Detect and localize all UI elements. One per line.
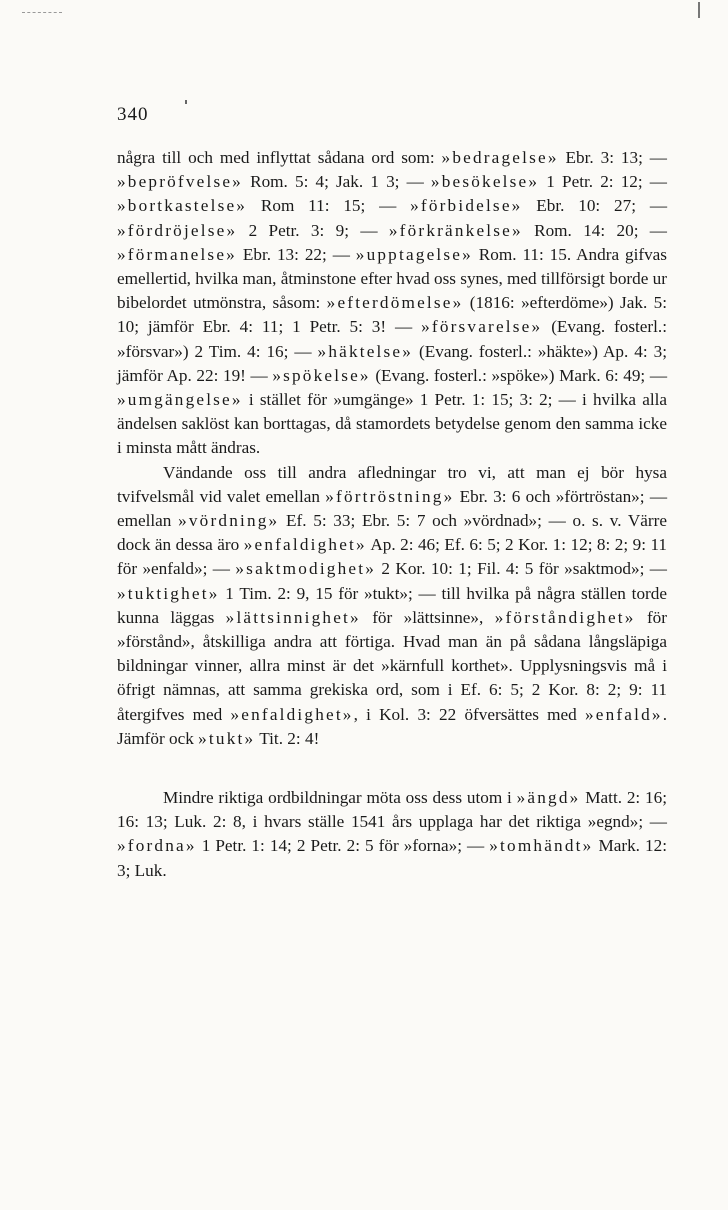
spaced-term: »upptagelse»	[355, 244, 473, 264]
spaced-term: »umgängelse»	[117, 390, 243, 410]
text-run: Ap. 2: 46; Ef. 6: 5; 2 Kor. 1: 12; 8: 2; 9: 11 för »enfald»; —	[117, 535, 668, 579]
text-run: Ebr. 3: 13; —	[558, 148, 667, 167]
page-number: 340	[117, 104, 149, 125]
spaced-term: »ängd»	[516, 788, 581, 808]
text-run: Mindre riktiga ordbildningar möta oss dess utom i	[163, 788, 517, 808]
spaced-term: »tuktighet»	[117, 583, 220, 603]
paragraph	[117, 461, 667, 751]
text-run: för »förstånd», åtskilliga andra att förtiga. Hvad man än på sådana långsläpiga bildningar vinner, allra minst är det »kärnfull korthet». Upplysningsvis må i öfrigt nämnas, att samma grekiska ord, som i Ef. 6: 5; 2 Kor. 8: 2; 9: 11 återgifves med	[117, 607, 668, 724]
text-run: Ebr. 3: 6 och »förtröstan»; — emellan	[117, 486, 668, 531]
text-run: 2 Kor. 10: 1; Fil. 4: 5 för »saktmod»; —	[376, 559, 667, 579]
spaced-term: »spökelse»	[272, 365, 371, 385]
text-run: Rom. 5: 4; Jak. 1 3; —	[242, 172, 431, 192]
text-run: Ebr. 10: 27; —	[522, 196, 668, 216]
text-run: i stället för »umgänge» 1 Petr. 1: 15; 3: 2; — i hvilka alla ändelsen saklöst kan borttagas, då stamordets betydelse genom den samma icke i minsta mått ändras.	[117, 390, 667, 458]
spaced-term: »tukt»	[198, 728, 256, 748]
spaced-term: »saktmodighet»	[235, 559, 376, 579]
paragraph	[117, 786, 667, 883]
text-run: Ef. 5: 33; Ebr. 5: 7 och »vördnad»; — o. s. v. Värre dock än dessa äro	[117, 511, 667, 555]
text-run: 1 Petr. 1: 14; 2 Petr. 2: 5 för »forna»; —	[196, 836, 490, 856]
spaced-term: »häktelse»	[317, 341, 414, 361]
text-run: (1816: »efterdöme») Jak. 5: 10; jämför Ebr. 4: 11; 1 Petr. 5: 3! —	[117, 293, 668, 337]
spaced-term: »bepröfvelse»	[117, 172, 243, 192]
spaced-term: »förmanelse»	[117, 244, 237, 264]
text-run: (Evang. fosterl.: »försvar») 2 Tim. 4: 16; —	[117, 317, 667, 361]
spaced-term: »lättsinnighet»	[225, 607, 361, 627]
text-run: Tit. 2: 4!	[255, 728, 320, 748]
text-run: 2 Petr. 3: 9; —	[237, 220, 389, 240]
text-run: 1 Tim. 2: 9, 15 för »tukt»; — till hvilka på några ställen torde kunna läggas	[117, 583, 667, 627]
paragraph-gap	[117, 751, 667, 786]
text-run: . Jämför ock	[117, 704, 667, 748]
scan-margin-mark	[698, 2, 700, 18]
spaced-term: »bedragelse»	[441, 148, 559, 167]
spaced-term: »förkränkelse»	[388, 220, 523, 240]
print-tick-mark	[185, 100, 187, 104]
spaced-term: »förtröstning»	[325, 486, 455, 506]
text-run: Vändande oss till andra afledningar tro vi, att man ej bör hysa tvifvelsmål vid valet emellan	[117, 462, 667, 506]
text-run: 1 Petr. 2: 12; —	[539, 172, 667, 192]
spaced-term: »enfaldighet»	[243, 535, 367, 555]
spaced-term: »enfald»	[584, 704, 663, 724]
spaced-term: »tomhändt»	[489, 836, 594, 856]
text-run: Rom. 11: 15. Andra gifvas emellertid, hvilka man, åtminstone efter hvad oss synes, med tillförsigt borde ur bibelordet utmönstra, såsom:	[117, 244, 667, 313]
spaced-term: »fördröjelse»	[117, 220, 238, 240]
spaced-term: »försvarelse»	[421, 317, 543, 337]
text-run: Mark. 12: 3; Luk.	[117, 836, 667, 880]
text-run: (Evang. fosterl.: »häkte») Ap. 4: 3; jämför Ap. 22: 19! —	[117, 341, 667, 385]
text-run: (Evang. fosterl.: »spöke») Mark. 6: 49; —	[370, 365, 668, 385]
scan-corner-mark	[22, 12, 62, 15]
text-run: Rom. 14: 20; —	[522, 220, 667, 240]
spaced-term: »efterdömelse»	[326, 293, 464, 313]
spaced-term: »bortkastelse»	[117, 196, 248, 216]
spaced-term: »besökelse»	[430, 172, 540, 192]
spaced-term: »vördning»	[178, 511, 280, 531]
spaced-term: »förståndighet»	[494, 607, 636, 627]
spaced-term: »fordna»	[117, 836, 197, 856]
text-run: några till och med inflyttat sådana ord som:	[117, 148, 442, 167]
body-text	[117, 146, 667, 883]
text-run: , i Kol. 3: 22 öfversättes med	[353, 704, 585, 724]
paragraph	[117, 146, 667, 461]
text-run: för »lättsinne»,	[360, 607, 495, 627]
text-run: Rom 11: 15; —	[247, 196, 411, 216]
spaced-term: »förbidelse»	[410, 196, 523, 216]
spaced-term: »enfaldighet»	[230, 704, 354, 724]
text-run: Ebr. 13: 22; —	[236, 244, 356, 264]
text-run: Matt. 2: 16; 16: 13; Luk. 2: 8, i hvars ställe 1541 års upplaga har det riktiga »egnd»; —	[117, 788, 667, 832]
